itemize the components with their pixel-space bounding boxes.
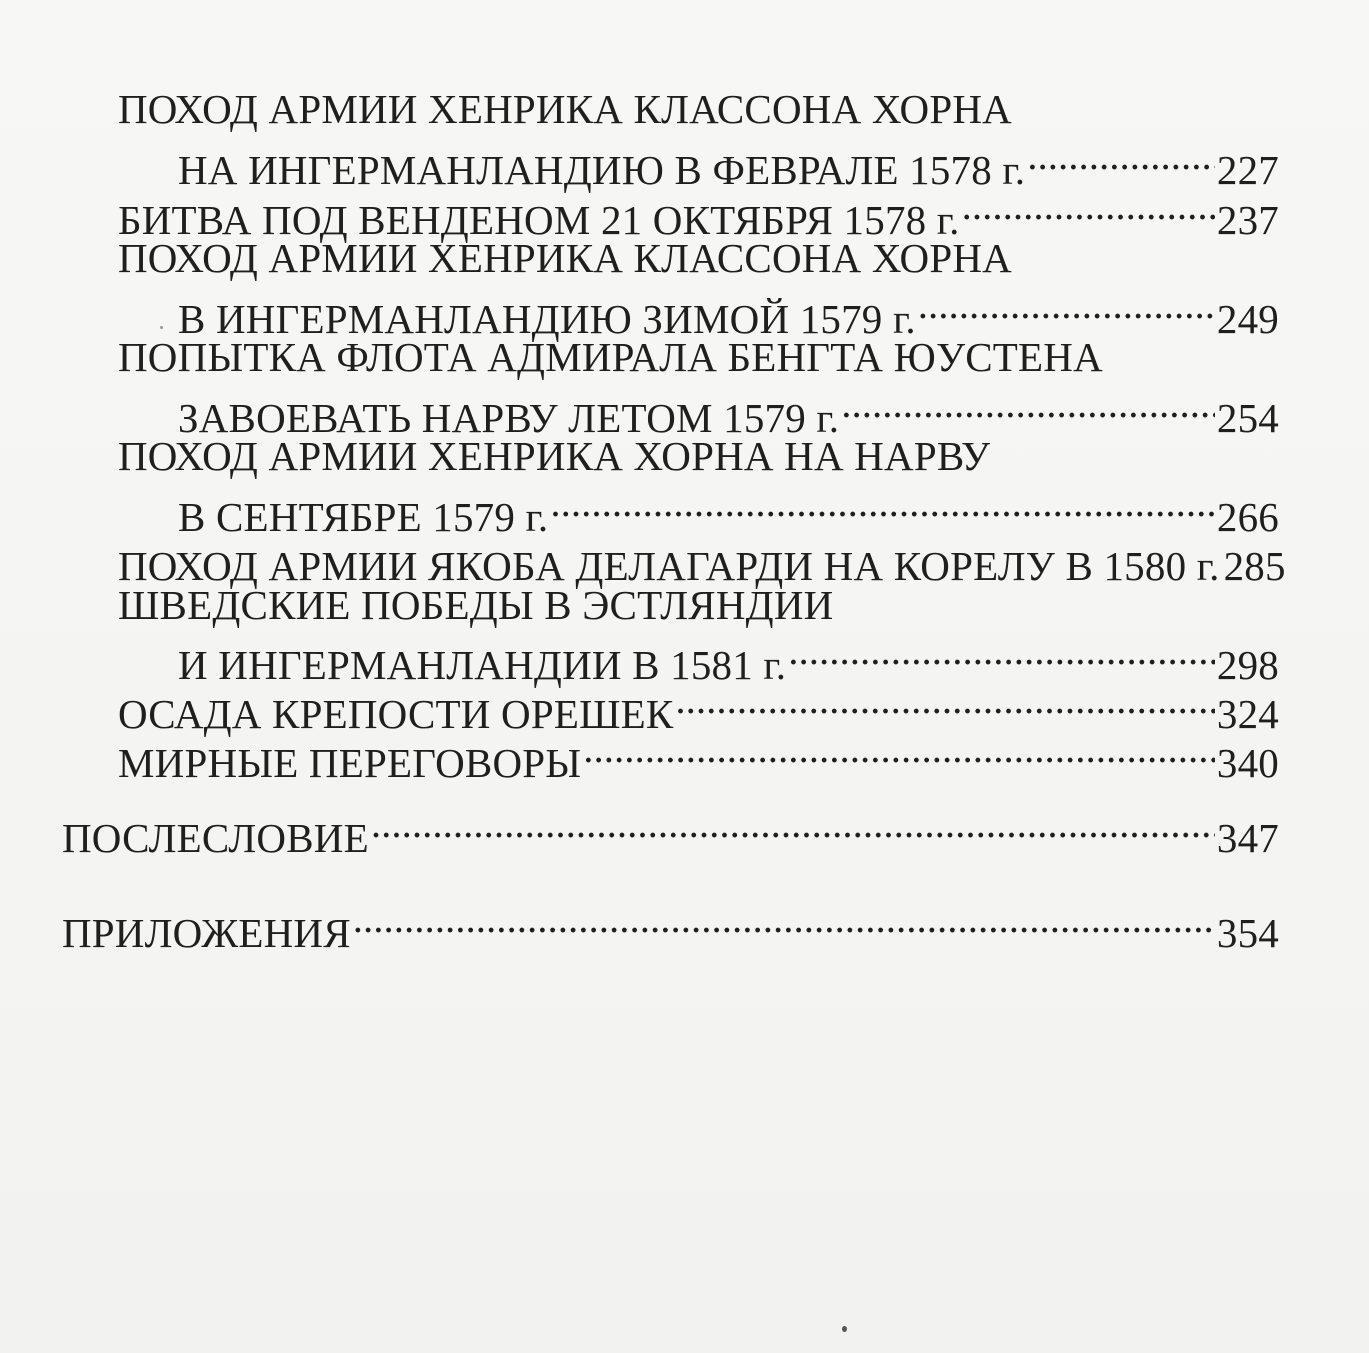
dot-leader [841,382,1215,432]
dot-leader [353,897,1215,947]
dot-leader [1027,134,1215,184]
toc-entry-1-line-1 [118,84,1012,134]
toc-entry-text: ПОХОД АРМИИ ХЕНРИКА ХОРНА НА НАРВУ [118,433,991,479]
toc-entry-5-line-2 [178,481,1279,540]
toc-entry-3-line-1 [118,233,1012,283]
toc-entry-1-line-2 [178,134,1279,193]
toc-entry-2 [118,184,1279,243]
print-speck [842,1326,847,1332]
toc-entry-8 [118,678,1279,737]
toc-entry-text: МИРНЫЕ ПЕРЕГОВОРЫ [118,740,582,786]
toc-entry-7-line-1 [118,580,978,630]
toc-entry-4-line-2 [178,382,1279,441]
toc-entry-text: НА ИНГЕРМАНЛАНДИЮ В ФЕВРАЛЕ 1578 г. [178,147,1026,193]
dot-leader [675,678,1214,728]
toc-page-number: 340 [1216,740,1279,786]
toc-entry-text: ЗАВОЕВАТЬ НАРВУ ЛЕТОМ 1579 г. [178,395,840,441]
toc-page-number: 237 [1216,197,1279,243]
toc-entry-text: ОСАДА КРЕПОСТИ ОРЕШЕК [118,691,674,737]
toc-page-number: 285 [1223,543,1286,589]
toc-entry-text: ПОХОД АРМИИ ЯКОБА ДЕЛАГАРДИ НА КОРЕЛУ В 1580 г. [118,543,1220,589]
dot-leader [583,727,1215,777]
toc-entry-7-line-2 [178,629,1279,688]
toc-entry-text: В СЕНТЯБРЕ 1579 г. [178,494,549,540]
toc-page-number: 266 [1216,494,1279,540]
toc-entry-text: В ИНГЕРМАНЛАНДИЮ ЗИМОЙ 1579 г. [178,296,916,342]
toc-page-number: 227 [1216,147,1279,193]
dot-leader [371,802,1215,852]
toc-entry-afterword [62,802,1279,861]
toc-page-number: 249 [1216,296,1279,342]
toc-entry-text: ПОХОД АРМИИ ХЕНРИКА КЛАССОНА ХОРНА [118,86,1012,132]
toc-entry-text: И ИНГЕРМАНЛАНДИИ В 1581 г. [178,642,787,688]
dot-leader [918,283,1215,333]
toc-entry-text: ПОХОД АРМИИ ХЕНРИКА КЛАССОНА ХОРНА [118,235,1012,281]
dot-leader [962,184,1215,234]
toc-entry-6 [118,530,1286,589]
toc-entry-4-line-1 [118,332,1118,382]
toc-entry-5-line-1 [118,431,991,481]
dot-leader [550,481,1215,531]
toc-entry-text: ШВЕДСКИЕ ПОБЕДЫ В ЭСТЛЯНДИИ [118,582,834,628]
print-speck [160,326,163,329]
toc-entry-3-line-2 [178,283,1279,342]
toc-entry-text: ПОСЛЕСЛОВИЕ [62,815,369,861]
toc-page-number: 298 [1216,642,1279,688]
toc-page-number: 254 [1216,395,1279,441]
dot-leader [788,629,1215,679]
toc-page-number: 354 [1216,910,1279,956]
toc-entry-text: ПРИЛОЖЕНИЯ [62,910,351,956]
toc-page-number: 324 [1216,691,1279,737]
toc-page-number: 347 [1216,815,1279,861]
toc-entry-appendices [62,897,1279,956]
toc-entry-text: БИТВА ПОД ВЕНДЕНОМ 21 ОКТЯБРЯ 1578 г. [118,197,960,243]
toc-entry-9 [118,727,1279,786]
toc-entry-text: ПОПЫТКА ФЛОТА АДМИРАЛА БЕНГТА ЮУСТЕНА [118,334,1103,380]
